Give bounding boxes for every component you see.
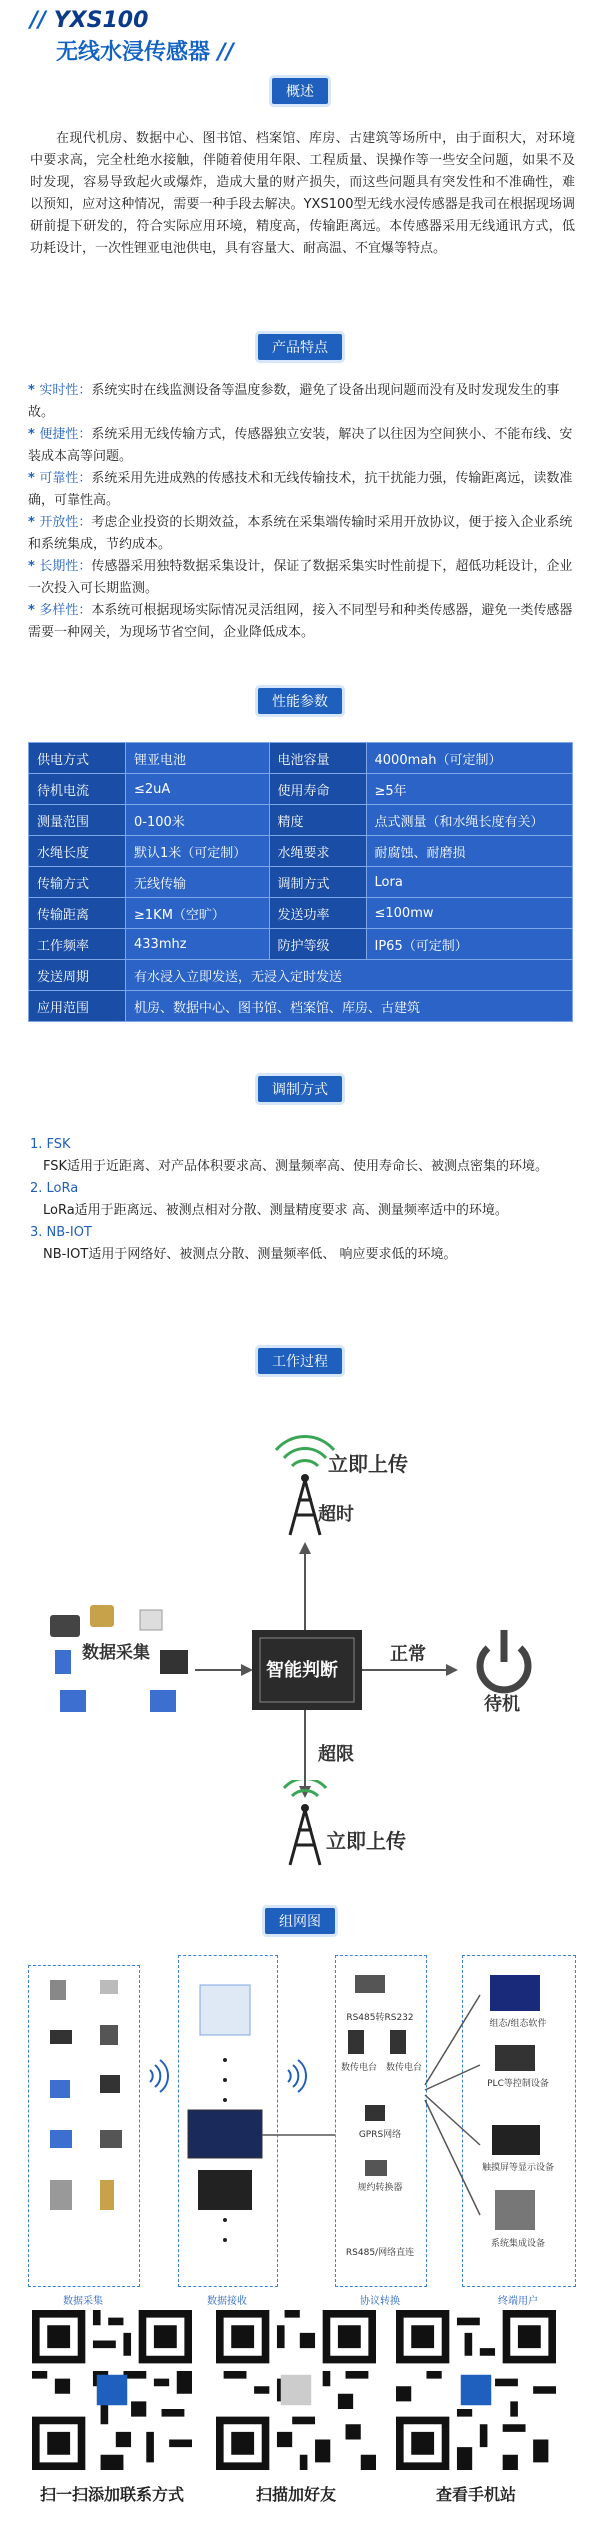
qr-caption: 查看手机站 xyxy=(435,2485,516,2504)
qr-caption: 扫一扫添加联系方式 xyxy=(39,2485,184,2504)
wifi-icon xyxy=(150,2060,306,2092)
sensor-device xyxy=(160,1650,188,1674)
feature-item: * 开放性：考虑企业投资的长期效益，本系统在采集端传输时采用开放协议，便于接入企业系统和系统集成，节约成本。 xyxy=(28,515,573,552)
qr-code-icon xyxy=(32,2310,192,2470)
slash-decoration: // xyxy=(30,8,54,33)
process-diagram xyxy=(0,1400,600,1800)
receiver-panel xyxy=(198,2170,252,2210)
overview-text: 在现代机房、数据中心、图书馆、档案馆、库房、古建筑等场所中，由于面积大，对环境中要求高，完全杜绝水接触，伴随着使用年限、工程质量、误操作等一些安全问题，如果不及时发现，容易导致起火或爆炸，造成大量的财产损失，而这些问题具有突发性和不准确性，难以预知，应对这种情况，需要一种手段去解决。YXS100型无线水浸传感器是我司在根据现场调研前提下研发的，符合实际应用环境，精度高，传输距离远。本传感器采用无线通讯方式，低功耗设计，一次性锂亚电池供电，具有容量大、耐高温、不宜爆等特点。 xyxy=(30,131,575,256)
sensor-device xyxy=(90,1605,114,1627)
normal-label: 正常 xyxy=(390,1644,426,1665)
slash-decoration: // xyxy=(210,40,234,65)
table-row: 水绳长度 默认1米（可定制） 水绳要求 耐腐蚀、耐磨损 xyxy=(29,836,573,867)
feature-item: * 长期性：传感器采用独特数据采集设计，保证了数据采集实时性前提下，超低功耗设计，企业一次投入可长期监测。 xyxy=(28,559,573,596)
terminal-touchscreen xyxy=(492,2125,540,2155)
timeout-label: 超时 xyxy=(318,1504,354,1525)
column-label: 数据接收 xyxy=(207,2296,247,2307)
gprs-label: GPRS网络 xyxy=(358,2130,402,2140)
table-row: 供电方式 锂亚电池 电池容量 4000mah（可定制） xyxy=(29,743,573,774)
qr-code-icon xyxy=(216,2310,376,2470)
receiver-device xyxy=(200,1985,250,2035)
modulation-text: NB-IOT适用于网络好、被测点分散、测量频率低、 响应要求低的环境。 xyxy=(43,1247,457,1262)
table-row: 发送周期 有水浸入立即发送，无浸入定时发送 xyxy=(29,960,573,991)
table-row: 传输方式 无线传输 调制方式 Lora xyxy=(29,867,573,898)
receiver-screen xyxy=(188,2110,262,2158)
collect-label: 数据采集 xyxy=(82,1643,150,1663)
converter-device xyxy=(355,1975,385,1993)
terminal-cabinet xyxy=(495,2190,535,2230)
modulation-title: 1. FSK xyxy=(30,1137,71,1152)
table-row: 测量范围 0-100米 精度 点式测量（和水绳长度有关） xyxy=(29,805,573,836)
qr-code-icon xyxy=(396,2310,556,2470)
feature-item: * 实时性：系统实时在线监测设备等温度参数，避免了设备出现问题而没有及时发现发生的事故。 xyxy=(28,383,560,420)
modulation-title: 2. LoRa xyxy=(30,1181,79,1196)
section-process: 工作过程 xyxy=(0,1348,600,1374)
modulation-text: LoRa适用于距离远、被测点相对分散、测量精度要求 高、测量频率适中的环境。 xyxy=(43,1203,508,1218)
terminal-plc xyxy=(495,2045,535,2071)
terminal-label: 触摸屏等显示设备 xyxy=(481,2163,554,2173)
header xyxy=(30,8,234,66)
station-label: 数传电台 xyxy=(385,2063,422,2073)
upload-label-top: 立即上传 xyxy=(328,1452,408,1476)
standby-label: 待机 xyxy=(484,1694,520,1715)
upload-label-bottom: 立即上传 xyxy=(326,1829,406,1853)
converter-label: 规约转换器 xyxy=(357,2183,403,2193)
column-label: 协议转换 xyxy=(360,2296,400,2307)
modulation-text: FSK适用于近距离、对产品体积要求高、测量频率高、使用寿命长、被测点密集的环境。 xyxy=(43,1159,549,1174)
section-overview: 概述 xyxy=(0,78,600,104)
table-row: 应用范围 机房、数据中心、图书馆、档案馆、库房、古建筑 xyxy=(29,991,573,1022)
feature-item: * 便捷性：系统采用无线传输方式，传感器独立安装，解决了以往因为空间狭小、不能布线、安装成本高等问题。 xyxy=(28,427,573,464)
station-label: 数传电台 xyxy=(340,2063,377,2073)
section-network: 组网图 xyxy=(0,1908,600,1934)
spec-table xyxy=(28,742,573,1022)
terminal-label: 组态/组态软件 xyxy=(489,2019,547,2029)
rs485-rs232-label: RS485转RS232 xyxy=(346,2013,414,2023)
feature-list xyxy=(28,380,576,644)
sensor-device xyxy=(150,1690,176,1712)
feature-item: * 多样性：本系统可根据现场实际情况灵活组网，接入不同型号和种类传感器，避免一类传感器需要一种网关，为现场节省空间，企业降低成本。 xyxy=(28,603,573,640)
sensor-device xyxy=(50,1615,80,1637)
qr-caption: 扫描加好友 xyxy=(255,2485,336,2504)
terminal-monitor xyxy=(490,1975,540,2011)
terminal-label: 系统集成设备 xyxy=(490,2239,545,2249)
model-title: YXS100 xyxy=(53,8,149,33)
section-modulation: 调制方式 xyxy=(0,1076,600,1102)
column-label: 数据采集 xyxy=(63,2296,103,2307)
table-row: 待机电流 ≤2uA 使用寿命 ≥5年 xyxy=(29,774,573,805)
section-features: 产品特点 xyxy=(0,334,600,360)
over-label: 超限 xyxy=(318,1744,354,1765)
modulation-list xyxy=(30,1134,575,1266)
rs485-direct-label: RS485/网络直连 xyxy=(345,2248,415,2258)
section-params: 性能参数 xyxy=(0,688,600,714)
sensor-device xyxy=(55,1650,71,1674)
table-row: 工作频率 433mhz 防护等级 IP65（可定制） xyxy=(29,929,573,960)
sensor-device xyxy=(60,1690,86,1712)
terminal-label: PLC等控制设备 xyxy=(487,2079,549,2089)
modulation-title: 3. NB-IOT xyxy=(30,1225,92,1240)
column-label: 终端用户 xyxy=(498,2296,538,2307)
judge-label: 智能判断 xyxy=(266,1660,338,1681)
table-row: 传输距离 ≥1KM（空旷） 发送功率 ≤100mw xyxy=(29,898,573,929)
sensor-device xyxy=(50,1980,66,2000)
feature-item: * 可靠性：系统采用先进成熟的传感技术和无线传输技术，抗干扰能力强，传输距离远，读数准确，可靠性高。 xyxy=(28,471,573,508)
sensor-device xyxy=(140,1610,162,1630)
product-title: 无线水浸传感器 xyxy=(56,40,211,65)
